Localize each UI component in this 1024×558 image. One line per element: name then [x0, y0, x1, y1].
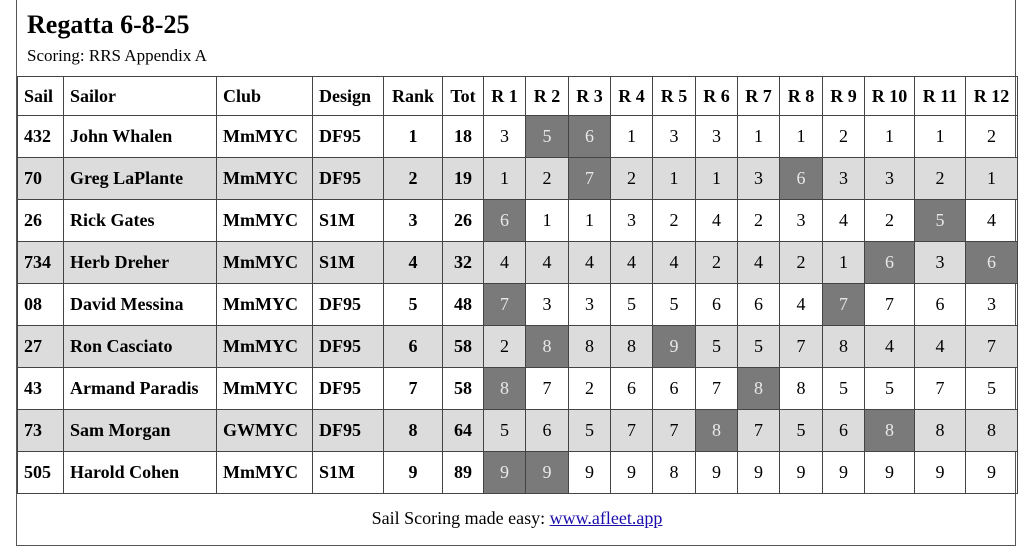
- table-row: [18, 158, 1018, 200]
- race-score-cell: 1: [738, 116, 780, 158]
- race-score-cell: 1: [780, 116, 823, 158]
- rank-cell: 8: [384, 410, 443, 452]
- race-score-cell: 9: [653, 326, 696, 368]
- design-cell: S1M: [313, 200, 384, 242]
- sailor-cell: Armand Paradis: [64, 368, 217, 410]
- rank-cell: 9: [384, 452, 443, 494]
- race-score-cell: 9: [526, 452, 569, 494]
- column-header: Sail: [18, 77, 64, 116]
- race-score-cell: 1: [611, 116, 653, 158]
- column-header: Tot: [443, 77, 484, 116]
- race-score-cell: 1: [569, 200, 611, 242]
- table-row: [18, 200, 1018, 242]
- race-score-cell: 7: [915, 368, 966, 410]
- design-cell: DF95: [313, 116, 384, 158]
- sailor-cell: Harold Cohen: [64, 452, 217, 494]
- race-score-cell: 2: [611, 158, 653, 200]
- sailor-cell: Greg LaPlante: [64, 158, 217, 200]
- total-cell: 48: [443, 284, 484, 326]
- race-score-cell: 7: [780, 326, 823, 368]
- race-score-cell: 8: [780, 368, 823, 410]
- sailor-cell: Ron Casciato: [64, 326, 217, 368]
- race-score-cell: 8: [696, 410, 738, 452]
- design-cell: DF95: [313, 410, 384, 452]
- table-row: [18, 368, 1018, 410]
- race-score-cell: 1: [653, 158, 696, 200]
- club-cell: MmMYC: [217, 368, 313, 410]
- design-cell: S1M: [313, 242, 384, 284]
- race-score-cell: 4: [780, 284, 823, 326]
- race-score-cell: 1: [696, 158, 738, 200]
- club-cell: GWMYC: [217, 410, 313, 452]
- table-row: [18, 326, 1018, 368]
- race-score-cell: 3: [865, 158, 915, 200]
- race-score-cell: 2: [738, 200, 780, 242]
- club-cell: MmMYC: [217, 116, 313, 158]
- footer: [17, 508, 1017, 529]
- race-score-cell: 2: [780, 242, 823, 284]
- race-score-cell: 5: [966, 368, 1018, 410]
- rank-cell: 2: [384, 158, 443, 200]
- rank-cell: 3: [384, 200, 443, 242]
- race-score-cell: 7: [823, 284, 865, 326]
- race-score-cell: 8: [484, 368, 526, 410]
- race-score-cell: 6: [696, 284, 738, 326]
- race-score-cell: 9: [915, 452, 966, 494]
- race-score-cell: 6: [780, 158, 823, 200]
- sailor-cell: John Whalen: [64, 116, 217, 158]
- rank-cell: 5: [384, 284, 443, 326]
- afleet-link[interactable]: www.afleet.app: [549, 508, 663, 528]
- race-score-cell: 5: [653, 284, 696, 326]
- race-score-cell: 9: [569, 452, 611, 494]
- header-row: [18, 77, 1018, 116]
- race-score-cell: 6: [569, 116, 611, 158]
- column-header: Rank: [384, 77, 443, 116]
- race-score-cell: 1: [526, 200, 569, 242]
- column-header: Club: [217, 77, 313, 116]
- total-cell: 58: [443, 368, 484, 410]
- race-score-cell: 6: [611, 368, 653, 410]
- design-cell: S1M: [313, 452, 384, 494]
- race-score-cell: 7: [696, 368, 738, 410]
- total-cell: 64: [443, 410, 484, 452]
- race-score-cell: 8: [526, 326, 569, 368]
- column-header: R 6: [696, 77, 738, 116]
- results-sheet: [16, 0, 1016, 546]
- race-score-cell: 1: [966, 158, 1018, 200]
- club-cell: MmMYC: [217, 158, 313, 200]
- total-cell: 26: [443, 200, 484, 242]
- race-score-cell: 1: [823, 242, 865, 284]
- race-score-cell: 7: [484, 284, 526, 326]
- footer-text: Sail Scoring made easy:: [371, 508, 550, 528]
- race-score-cell: 3: [526, 284, 569, 326]
- table-row: [18, 452, 1018, 494]
- club-cell: MmMYC: [217, 200, 313, 242]
- race-score-cell: 3: [653, 116, 696, 158]
- sail-cell: 43: [18, 368, 64, 410]
- race-score-cell: 5: [823, 368, 865, 410]
- sail-cell: 70: [18, 158, 64, 200]
- sailor-cell: David Messina: [64, 284, 217, 326]
- column-header: R 10: [865, 77, 915, 116]
- race-score-cell: 6: [526, 410, 569, 452]
- race-score-cell: 2: [915, 158, 966, 200]
- race-score-cell: 9: [780, 452, 823, 494]
- race-score-cell: 6: [484, 200, 526, 242]
- race-score-cell: 4: [569, 242, 611, 284]
- race-score-cell: 4: [484, 242, 526, 284]
- sailor-cell: Herb Dreher: [64, 242, 217, 284]
- design-cell: DF95: [313, 158, 384, 200]
- race-score-cell: 9: [823, 452, 865, 494]
- rank-cell: 4: [384, 242, 443, 284]
- club-cell: MmMYC: [217, 242, 313, 284]
- column-header: R 7: [738, 77, 780, 116]
- total-cell: 18: [443, 116, 484, 158]
- race-score-cell: 3: [569, 284, 611, 326]
- race-score-cell: 6: [738, 284, 780, 326]
- race-score-cell: 7: [611, 410, 653, 452]
- race-score-cell: 3: [696, 116, 738, 158]
- race-score-cell: 3: [738, 158, 780, 200]
- race-score-cell: 7: [966, 326, 1018, 368]
- sail-cell: 73: [18, 410, 64, 452]
- total-cell: 32: [443, 242, 484, 284]
- race-score-cell: 1: [915, 116, 966, 158]
- race-score-cell: 3: [780, 200, 823, 242]
- race-score-cell: 9: [484, 452, 526, 494]
- column-header: R 5: [653, 77, 696, 116]
- race-score-cell: 8: [611, 326, 653, 368]
- race-score-cell: 8: [915, 410, 966, 452]
- table-row: [18, 116, 1018, 158]
- race-score-cell: 8: [966, 410, 1018, 452]
- race-score-cell: 4: [966, 200, 1018, 242]
- race-score-cell: 2: [696, 242, 738, 284]
- rank-cell: 6: [384, 326, 443, 368]
- race-score-cell: 5: [484, 410, 526, 452]
- race-score-cell: 2: [823, 116, 865, 158]
- column-header: R 4: [611, 77, 653, 116]
- race-score-cell: 3: [915, 242, 966, 284]
- race-score-cell: 6: [823, 410, 865, 452]
- race-score-cell: 6: [653, 368, 696, 410]
- sail-cell: 08: [18, 284, 64, 326]
- race-score-cell: 1: [484, 158, 526, 200]
- race-score-cell: 4: [823, 200, 865, 242]
- race-score-cell: 8: [569, 326, 611, 368]
- rank-cell: 1: [384, 116, 443, 158]
- design-cell: DF95: [313, 326, 384, 368]
- column-header: R 11: [915, 77, 966, 116]
- sail-cell: 734: [18, 242, 64, 284]
- race-score-cell: 6: [915, 284, 966, 326]
- race-score-cell: 8: [653, 452, 696, 494]
- results-table: [17, 76, 1018, 494]
- race-score-cell: 3: [966, 284, 1018, 326]
- rank-cell: 7: [384, 368, 443, 410]
- total-cell: 19: [443, 158, 484, 200]
- table-row: [18, 410, 1018, 452]
- race-score-cell: 7: [569, 158, 611, 200]
- race-score-cell: 9: [611, 452, 653, 494]
- sail-cell: 432: [18, 116, 64, 158]
- race-score-cell: 2: [526, 158, 569, 200]
- race-score-cell: 8: [738, 368, 780, 410]
- race-score-cell: 5: [569, 410, 611, 452]
- scoring-subtitle: Scoring: RRS Appendix A: [27, 46, 207, 65]
- race-score-cell: 4: [915, 326, 966, 368]
- race-score-cell: 9: [696, 452, 738, 494]
- race-score-cell: 3: [823, 158, 865, 200]
- race-score-cell: 4: [738, 242, 780, 284]
- race-score-cell: 4: [526, 242, 569, 284]
- column-header: Sailor: [64, 77, 217, 116]
- race-score-cell: 8: [823, 326, 865, 368]
- race-score-cell: 5: [738, 326, 780, 368]
- design-cell: DF95: [313, 284, 384, 326]
- sail-cell: 27: [18, 326, 64, 368]
- race-score-cell: 4: [653, 242, 696, 284]
- sailor-cell: Rick Gates: [64, 200, 217, 242]
- race-score-cell: 2: [966, 116, 1018, 158]
- sail-cell: 505: [18, 452, 64, 494]
- column-header: R 3: [569, 77, 611, 116]
- race-score-cell: 4: [696, 200, 738, 242]
- sailor-cell: Sam Morgan: [64, 410, 217, 452]
- race-score-cell: 2: [653, 200, 696, 242]
- race-score-cell: 9: [738, 452, 780, 494]
- column-header: R 12: [966, 77, 1018, 116]
- race-score-cell: 5: [696, 326, 738, 368]
- club-cell: MmMYC: [217, 326, 313, 368]
- table-row: [18, 242, 1018, 284]
- table-row: [18, 284, 1018, 326]
- race-score-cell: 4: [611, 242, 653, 284]
- design-cell: DF95: [313, 368, 384, 410]
- race-score-cell: 2: [865, 200, 915, 242]
- race-score-cell: 7: [526, 368, 569, 410]
- column-header: R 8: [780, 77, 823, 116]
- sail-cell: 26: [18, 200, 64, 242]
- column-header: R 2: [526, 77, 569, 116]
- race-score-cell: 2: [569, 368, 611, 410]
- race-score-cell: 4: [865, 326, 915, 368]
- total-cell: 58: [443, 326, 484, 368]
- race-score-cell: 8: [865, 410, 915, 452]
- race-score-cell: 5: [526, 116, 569, 158]
- race-score-cell: 5: [780, 410, 823, 452]
- column-header: R 9: [823, 77, 865, 116]
- race-score-cell: 5: [865, 368, 915, 410]
- club-cell: MmMYC: [217, 452, 313, 494]
- race-score-cell: 5: [611, 284, 653, 326]
- race-score-cell: 7: [865, 284, 915, 326]
- race-score-cell: 5: [915, 200, 966, 242]
- race-score-cell: 7: [738, 410, 780, 452]
- total-cell: 89: [443, 452, 484, 494]
- column-header: Design: [313, 77, 384, 116]
- page-title: Regatta 6-8-25: [27, 10, 190, 39]
- race-score-cell: 6: [966, 242, 1018, 284]
- club-cell: MmMYC: [217, 284, 313, 326]
- race-score-cell: 1: [865, 116, 915, 158]
- race-score-cell: 9: [966, 452, 1018, 494]
- race-score-cell: 7: [653, 410, 696, 452]
- race-score-cell: 9: [865, 452, 915, 494]
- race-score-cell: 6: [865, 242, 915, 284]
- race-score-cell: 3: [611, 200, 653, 242]
- race-score-cell: 3: [484, 116, 526, 158]
- column-header: R 1: [484, 77, 526, 116]
- race-score-cell: 2: [484, 326, 526, 368]
